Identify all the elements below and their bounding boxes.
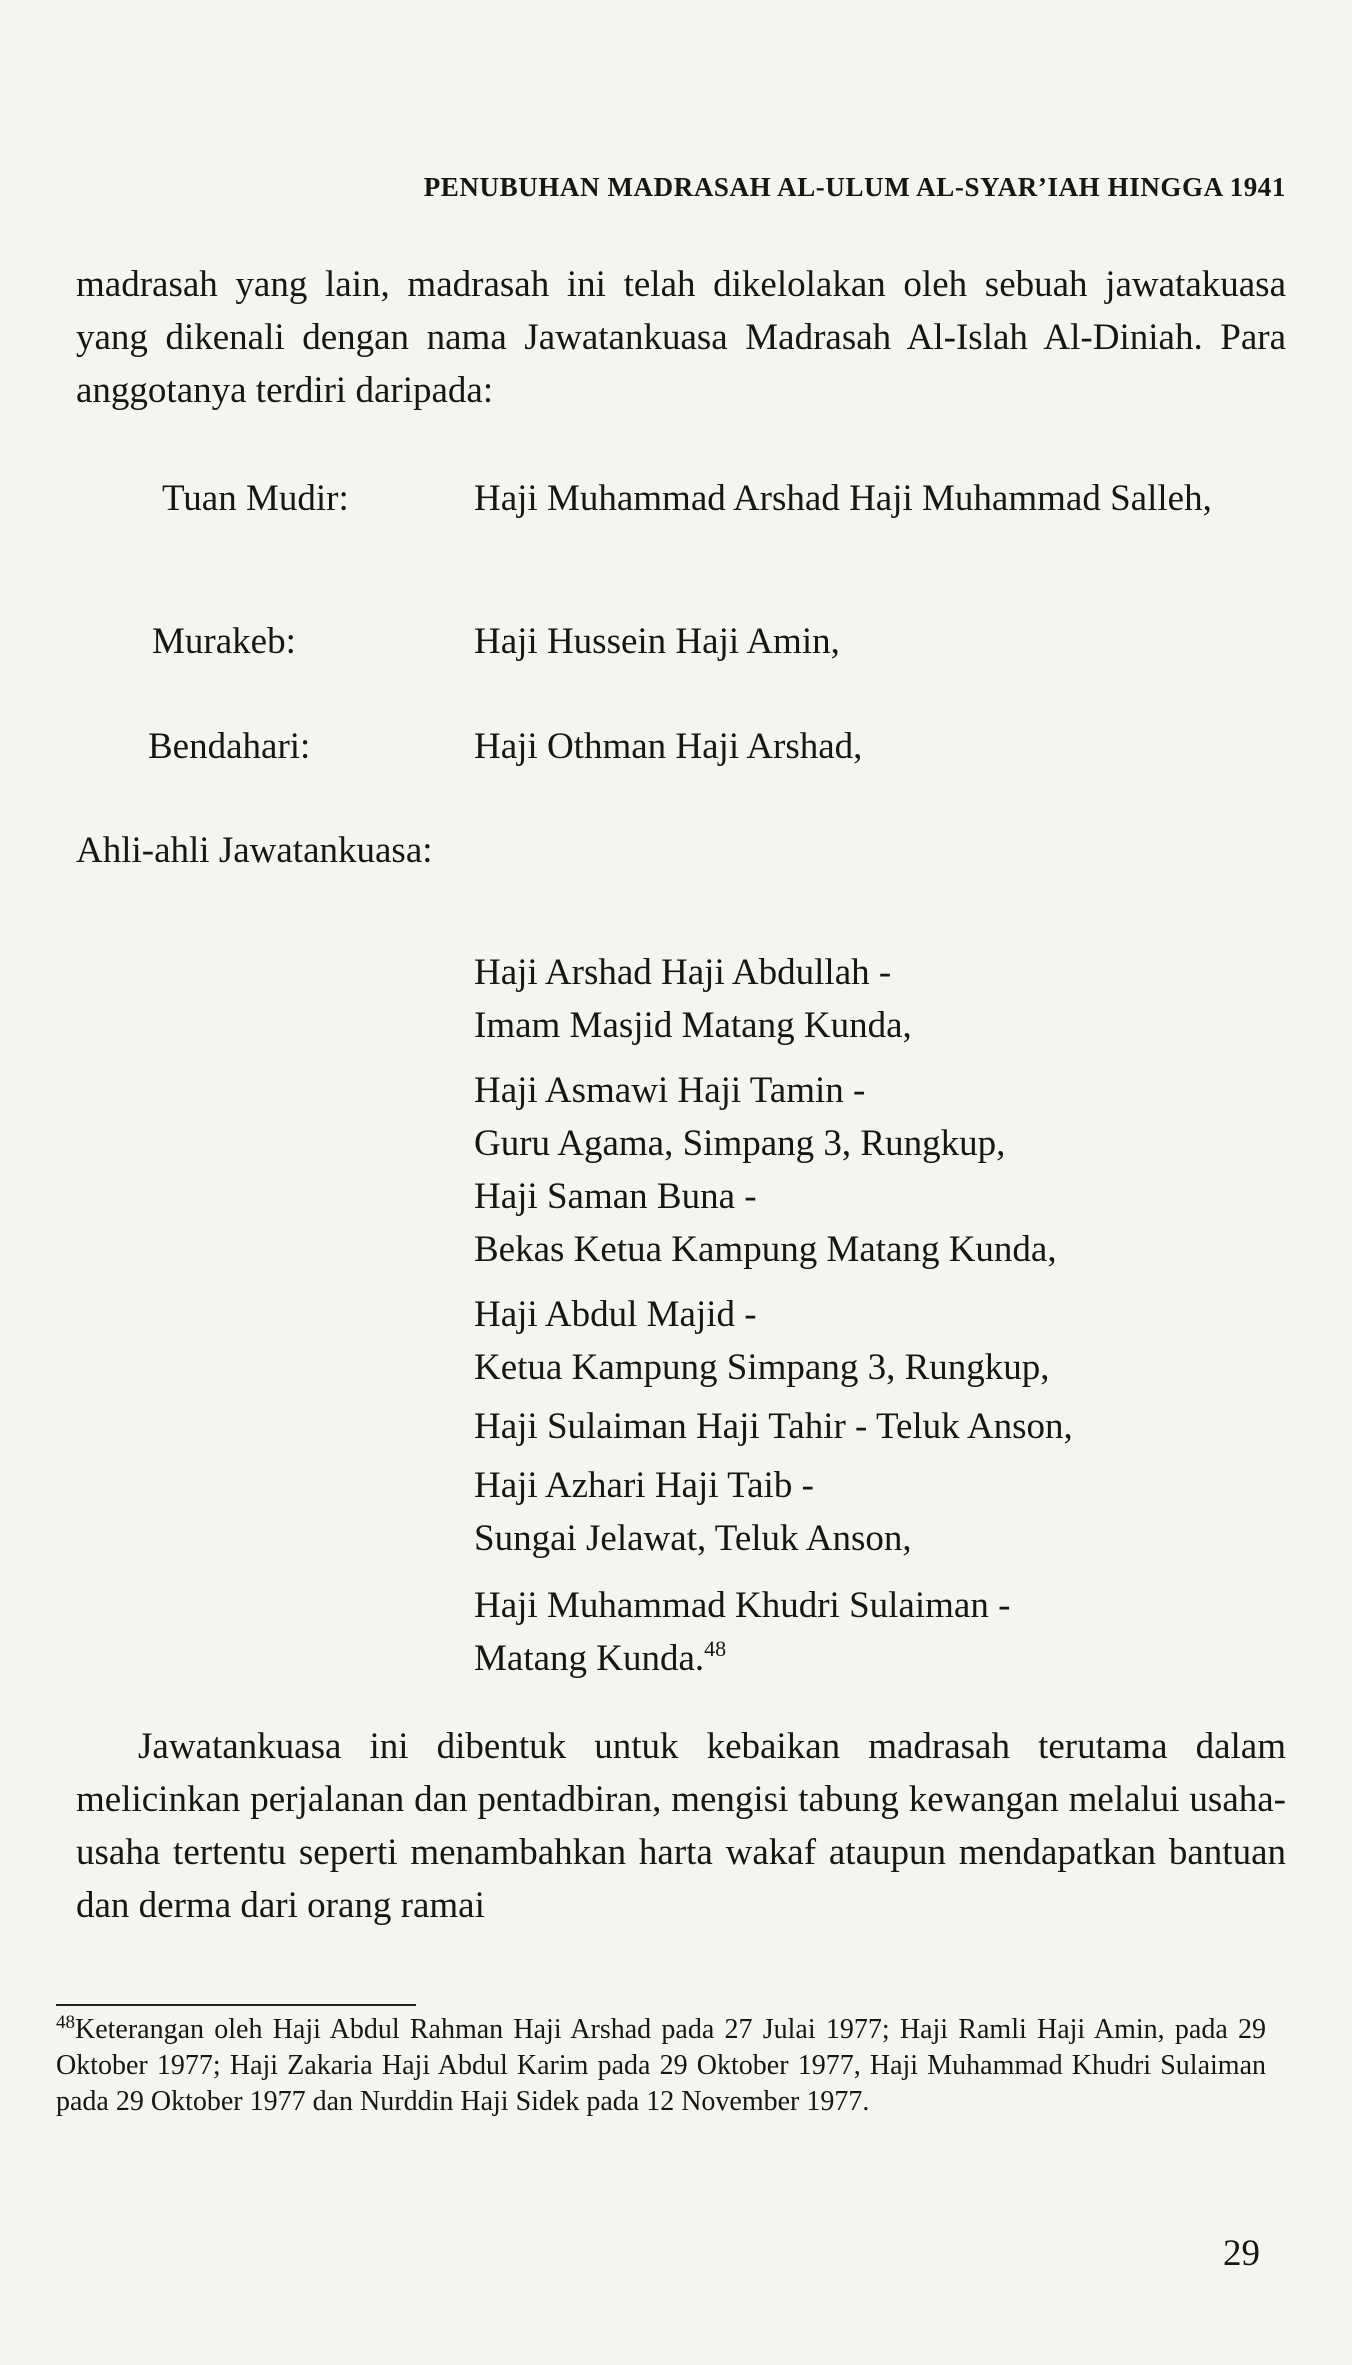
footnote-reference: 48 [704,1636,727,1661]
member-detail: Sungai Jelawat, Teluk Anson, [474,1518,912,1559]
member-name: Haji Saman Buna - [474,1176,757,1217]
list-item [474,1288,1294,1394]
member-detail: Imam Masjid Matang Kunda, [474,1005,912,1046]
officer-value: Haji Muhammad Arshad Haji Muhammad Salleh, [474,478,1212,519]
footnote-text: Keterangan oleh Haji Abdul Rahman Haji Arshad pada 27 Julai 1977; Haji Ramli Haji Amin, pada 29 Oktober 1977; Haji Zakaria Haji Abdul Karim pada 29 Oktober 1977, Haji Muhammad Khudri Sulaiman pada 29 Oktober 1977 dan Nurddin Haji Sidek pada 12 November 1977. [56,2014,1266,2117]
list-item [474,1579,1294,1685]
member-detail: Guru Agama, Simpang 3, Rungkup, [474,1123,1006,1164]
list-item [474,1064,1294,1170]
member-name: Haji Abdul Majid - [474,1294,757,1335]
officer-label: Murakeb: [152,621,296,662]
officer-value: Haji Hussein Haji Amin, [474,621,840,662]
list-item [474,946,1294,1052]
member-name: Haji Asmawi Haji Tamin - [474,1070,866,1111]
committee-heading: Ahli-ahli Jawatankuasa: [76,830,433,871]
list-item [474,1459,1294,1565]
footnote-divider [56,2004,416,2006]
list-item [474,1400,1294,1453]
member-name: Haji Muhammad Khudri Sulaiman - [474,1585,1011,1626]
member-detail: Ketua Kampung Simpang 3, Rungkup, [474,1347,1050,1388]
member-detail-text: Matang Kunda. [474,1638,705,1679]
footnote [56,2012,1266,2120]
member-name: Haji Sulaiman Haji Tahir - Teluk Anson, [474,1406,1073,1447]
member-detail [474,1632,1294,1685]
footnote-number: 48 [56,2012,75,2033]
officer-label: Tuan Mudir: [162,478,349,519]
officer-value: Haji Othman Haji Arshad, [474,726,863,767]
member-name: Haji Azhari Haji Taib - [474,1465,814,1506]
running-head: PENUBUHAN MADRASAH AL-ULUM AL-SYAR’IAH HINGGA 1941 [423,172,1286,202]
member-detail: Bekas Ketua Kampung Matang Kunda, [474,1229,1057,1270]
page-number: 29 [1223,2233,1260,2274]
paragraph-2: Jawatankuasa ini dibentuk untuk kebaikan madrasah terutama dalam melicinkan perjalanan dan pentadbiran, mengisi tabung kewangan melalui usaha-usaha tertentu seperti menambahkan harta wakaf ataupun mendapatkan bantuan dan derma dari orang ramai [76,1726,1286,1926]
committee-members-list [474,946,1294,1685]
member-name: Haji Arshad Haji Abdullah - [474,952,892,993]
list-item [474,1170,1294,1276]
officer-label: Bendahari: [148,726,311,767]
paragraph-1: madrasah yang lain, madrasah ini telah dikelolakan oleh sebuah jawatakuasa yang dikenali dengan nama Jawatankuasa Madrasah Al-Islah Al-Diniah. Para anggotanya terdiri daripada: [76,264,1286,411]
